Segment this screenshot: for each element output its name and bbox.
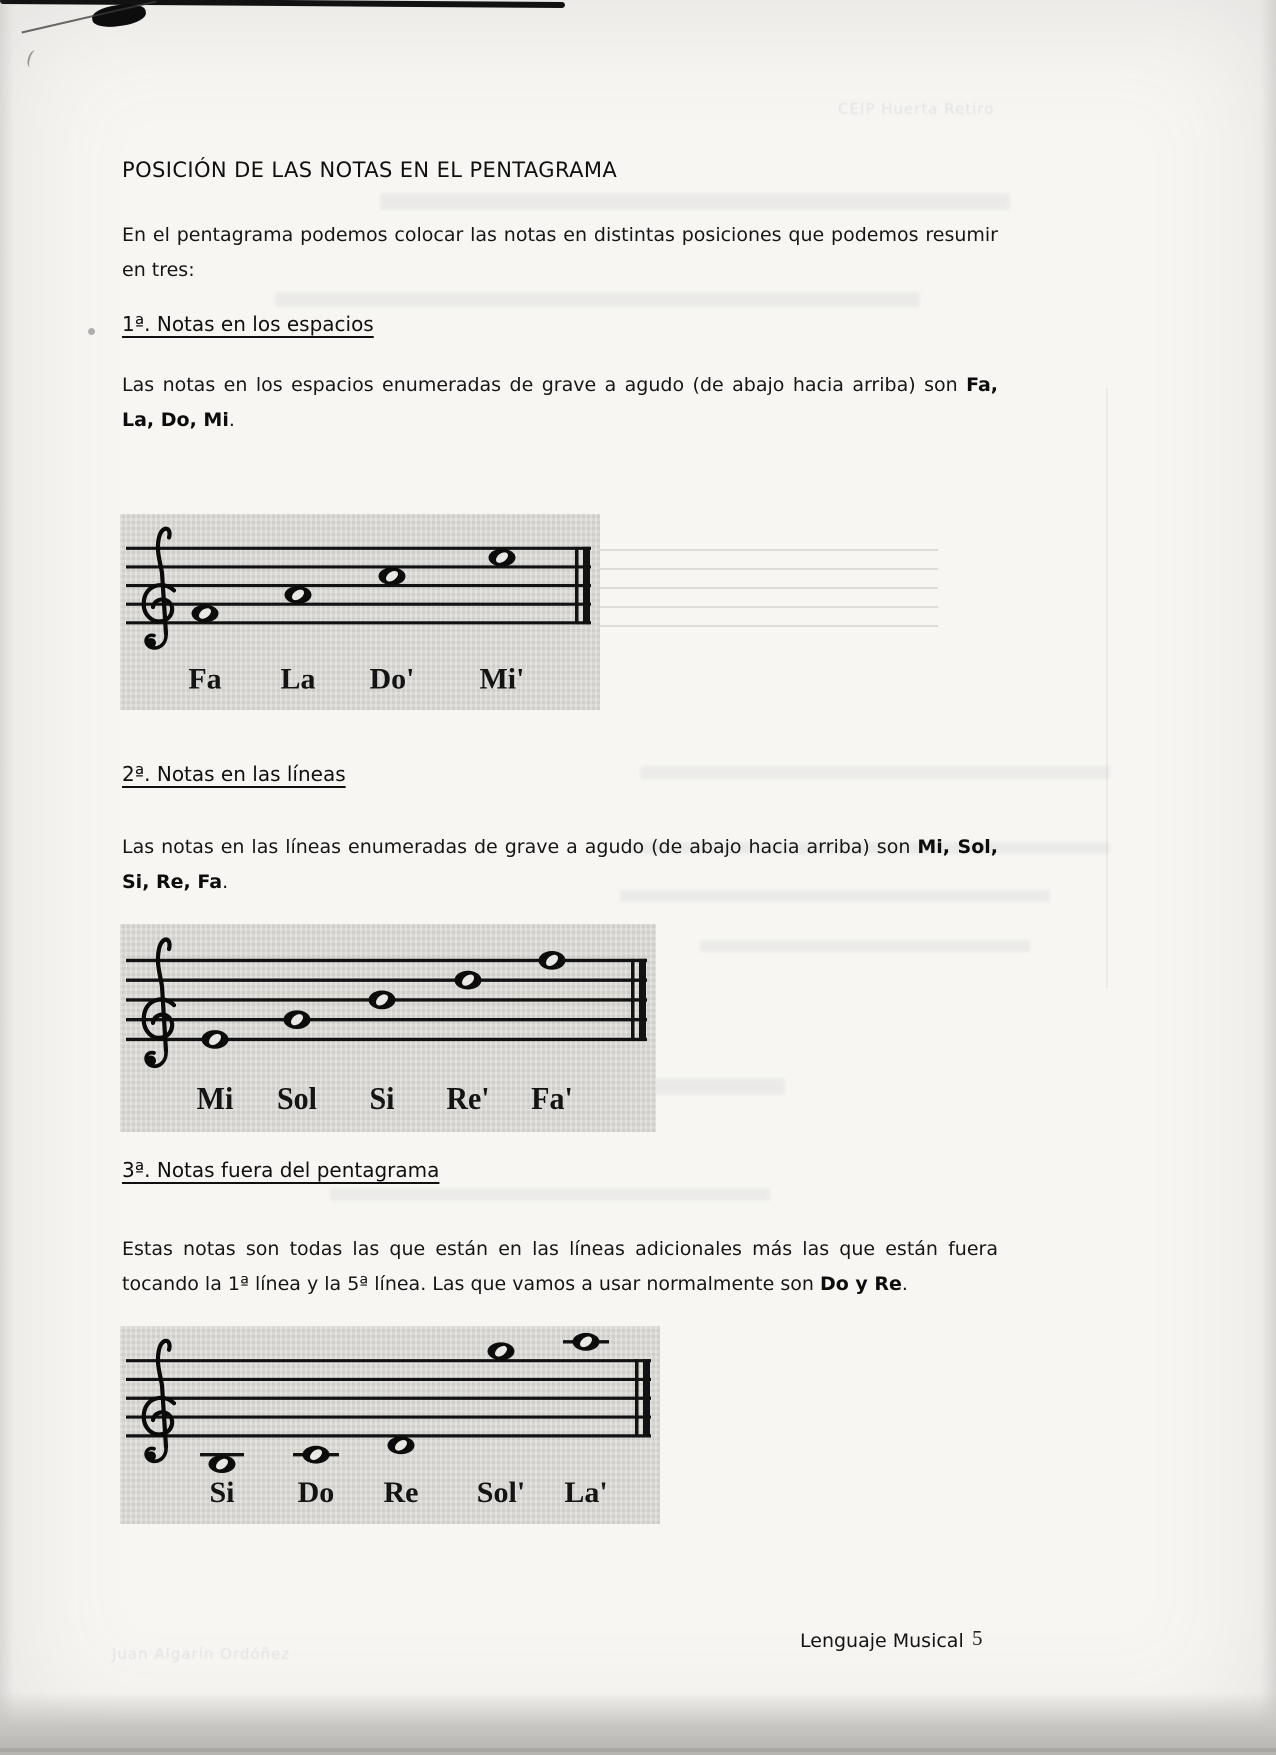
body-text-run: . [228, 409, 235, 431]
note-fa [192, 605, 219, 623]
note-fa-high [539, 951, 566, 970]
note-do [303, 1446, 330, 1464]
treble-clef-icon [144, 1341, 174, 1462]
barline-thick [643, 1359, 650, 1437]
body-text-run: Estas notas son todas las que están en las líneas adicionales más las que están fuera tocando la 1ª línea y la 5ª línea. Las que vamos a usar normalmente son [122, 1238, 998, 1295]
bottom-scan-edge [0, 1748, 1276, 1752]
note-label: Mi' [479, 663, 525, 696]
note-sol [284, 1010, 311, 1029]
ghost-page-edge-line [1106, 388, 1108, 988]
note-names-bold: Do y Re [819, 1273, 902, 1295]
ghost-bar [380, 193, 1010, 210]
ghost-header-text: CEIP Huerta Retiro [838, 100, 995, 118]
note-names-bold: Fa, La, Do, Mi [122, 374, 998, 431]
barline-thick [639, 959, 646, 1041]
ghost-bar [640, 766, 1110, 779]
staff-svg [120, 514, 600, 710]
note-names-bold: Mi, Sol, Si, Re, Fa [122, 836, 998, 893]
section-2-heading: 2ª. Notas en las líneas [122, 762, 346, 786]
footer-label: Lenguaje Musical [800, 1630, 964, 1652]
note-label: Re [383, 1476, 419, 1510]
note-label: Sol' [476, 1476, 526, 1510]
staff-svg [120, 1326, 660, 1524]
note-label: Do' [369, 663, 415, 696]
barline-thin [575, 547, 579, 624]
right-edge-shading [1260, 0, 1276, 1755]
barline-thick [583, 547, 590, 624]
staff-figure-spaces [120, 514, 600, 710]
page-title: POSICIÓN DE LAS NOTAS EN EL PENTAGRAMA [122, 158, 618, 182]
bottom-scan-band [0, 1692, 1276, 1755]
note-mi [202, 1030, 229, 1049]
note-label: Si [369, 1081, 395, 1117]
note-label: Si [209, 1476, 235, 1510]
note-label: Mi [196, 1081, 234, 1117]
ghost-bar [700, 940, 1030, 952]
note-re [388, 1436, 415, 1454]
note-label: Do [297, 1476, 335, 1510]
note-la-high [573, 1333, 600, 1351]
note-label: Sol [276, 1081, 318, 1117]
note-label: Fa' [531, 1081, 573, 1117]
body-text-run: Las notas en las líneas enumeradas de grave a agudo (de abajo hacia arriba) son [122, 836, 918, 858]
ghost-bar [330, 1188, 770, 1201]
note-label: Re' [446, 1081, 490, 1117]
intro-paragraph: En el pentagrama podemos colocar las notas en distintas posiciones que podemos resumir en tres: [122, 224, 998, 281]
note-si [209, 1455, 236, 1473]
scan-squiggle [25, 49, 40, 69]
note-do-high [379, 567, 406, 585]
margin-mark [88, 328, 95, 335]
staff-figure-outside [120, 1326, 660, 1524]
section-2-paragraph [122, 830, 998, 900]
ghost-staff-lines [598, 549, 938, 629]
note-label: La' [564, 1476, 608, 1510]
ghost-footer-text: Juan Algarín Ordóñez [112, 1645, 291, 1663]
note-si [369, 991, 396, 1010]
body-text-run: Las notas en los espacios enumeradas de grave a agudo (de abajo hacia arriba) son [122, 374, 967, 396]
staff-figure-lines [120, 924, 656, 1132]
section-1-paragraph [122, 368, 998, 438]
note-mi-high [489, 549, 516, 567]
treble-clef-icon [144, 529, 174, 648]
ghost-bar [275, 292, 920, 307]
note-label: Fa [188, 663, 222, 696]
staff-svg [120, 924, 656, 1132]
page-number: 5 [972, 1626, 983, 1650]
treble-clef-icon [144, 940, 174, 1067]
note-la [285, 586, 312, 604]
body-text-run: . [222, 871, 229, 893]
note-sol-high [488, 1342, 515, 1360]
section-3-heading: 3ª. Notas fuera del pentagrama [122, 1158, 440, 1182]
left-edge-shading [0, 0, 14, 1755]
section-1-heading: 1ª. Notas en los espacios [122, 312, 374, 336]
note-re-high [455, 971, 482, 990]
barline-thin [635, 1359, 639, 1437]
body-text-run: . [901, 1273, 908, 1295]
section-3-paragraph [122, 1232, 998, 1302]
note-label: La [280, 663, 316, 696]
barline-thin [631, 959, 635, 1041]
scan-streak [0, 0, 565, 8]
